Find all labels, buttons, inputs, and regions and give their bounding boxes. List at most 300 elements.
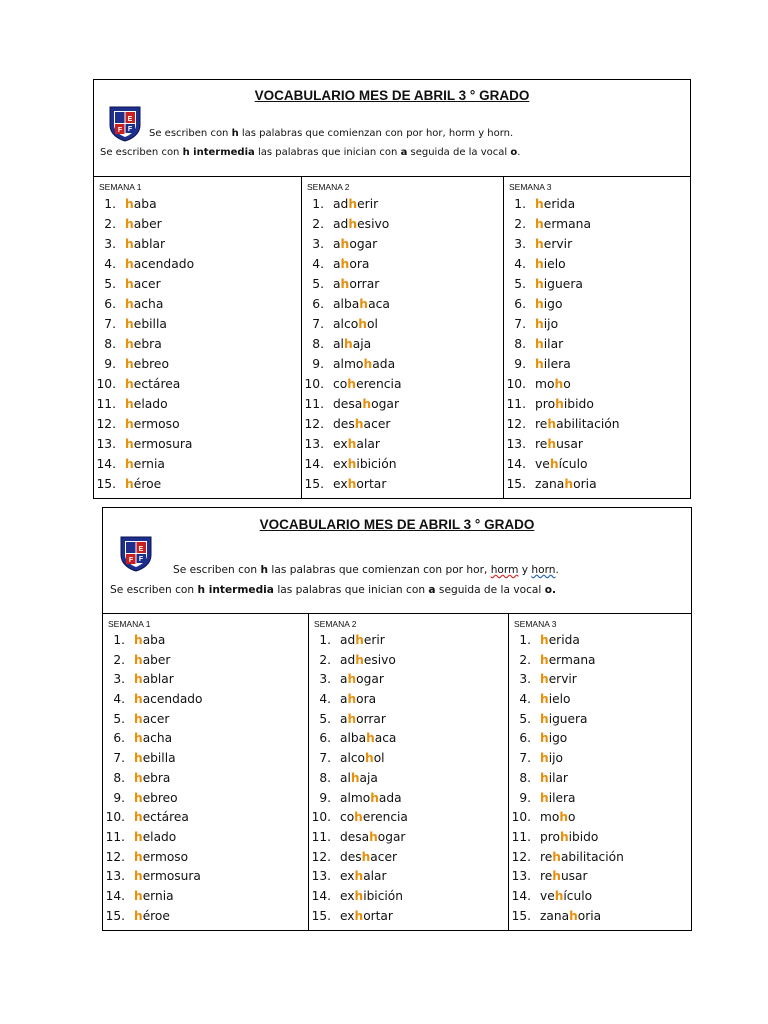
highlighted-h: h xyxy=(370,790,379,805)
vocab-item xyxy=(509,867,624,887)
vocab-item xyxy=(302,194,402,214)
highlighted-h: h xyxy=(535,317,544,331)
vocab-item xyxy=(94,454,194,474)
vocab-word: hacha xyxy=(134,731,173,746)
item-number: 12. xyxy=(511,849,531,864)
vocab-item xyxy=(309,651,408,671)
rule-h-intermedia: Se escriben con h intermedia las palabras que inician con a seguida de la vocal o. xyxy=(110,584,557,596)
vocab-item xyxy=(103,808,202,828)
vocab-item xyxy=(309,769,408,789)
highlighted-h: h xyxy=(361,849,371,864)
highlighted-h: h xyxy=(354,908,364,923)
item-number: 8. xyxy=(319,770,331,785)
item-number: 11. xyxy=(511,829,531,844)
item-number: 11. xyxy=(304,397,324,411)
vocab-item xyxy=(302,294,402,314)
item-number: 14. xyxy=(304,457,324,471)
vocab-word: hermana xyxy=(540,652,596,667)
item-number: 5. xyxy=(519,711,531,726)
vocab-item xyxy=(309,729,408,749)
highlighted-h: h xyxy=(125,337,134,351)
highlighted-h: h xyxy=(559,829,569,844)
vocab-word: moho xyxy=(535,377,571,391)
vocab-word: hacendado xyxy=(134,692,203,707)
item-number: 10. xyxy=(311,810,331,825)
vocab-item xyxy=(504,274,620,294)
item-number: 2. xyxy=(514,217,526,231)
vocabulary-card-2 xyxy=(102,507,692,931)
item-number: 12. xyxy=(311,849,331,864)
highlighted-h: h xyxy=(365,751,374,766)
vocab-item xyxy=(309,690,408,710)
item-number: 15. xyxy=(506,477,526,491)
item-number: 3. xyxy=(519,672,531,687)
vocab-word: haber xyxy=(134,652,171,667)
vocab-word: hectárea xyxy=(125,377,181,391)
item-number: 2. xyxy=(113,652,125,667)
word-list xyxy=(94,194,194,494)
item-number: 9. xyxy=(319,790,331,805)
vocab-word: exhortar xyxy=(333,477,387,491)
highlighted-h: h xyxy=(134,751,143,766)
vocab-item xyxy=(302,274,402,294)
vocab-item xyxy=(94,414,194,434)
item-number: 3. xyxy=(104,237,116,251)
highlighted-h: h xyxy=(340,277,350,291)
highlighted-h: h xyxy=(347,692,357,707)
vocab-item xyxy=(94,294,194,314)
highlighted-h: h xyxy=(347,672,357,687)
item-number: 14. xyxy=(96,457,116,471)
highlighted-h: h xyxy=(540,731,549,746)
vocab-word: albahaca xyxy=(340,731,397,746)
vocab-item xyxy=(509,887,624,907)
week-label: SEMANA 1 xyxy=(99,182,142,192)
vocab-word: exhibición xyxy=(340,888,403,903)
word-list xyxy=(309,631,408,926)
item-number: 4. xyxy=(312,257,324,271)
highlighted-h: h xyxy=(535,237,544,251)
vocab-item xyxy=(302,414,402,434)
vocab-word: desahogar xyxy=(340,829,406,844)
vocab-word: hermosura xyxy=(125,437,193,451)
item-number: 1. xyxy=(312,197,324,211)
item-number: 1. xyxy=(519,633,531,647)
vocab-item xyxy=(309,670,408,690)
highlighted-h: h xyxy=(535,357,544,371)
item-number: 13. xyxy=(96,437,116,451)
vocab-word: vehículo xyxy=(540,888,593,903)
item-number: 4. xyxy=(514,257,526,271)
highlighted-h: h xyxy=(547,417,557,431)
week-column xyxy=(509,614,691,930)
vocab-item xyxy=(504,254,620,274)
highlighted-h: h xyxy=(125,277,134,291)
highlighted-h: h xyxy=(134,849,143,864)
vocab-word: rehusar xyxy=(535,437,583,451)
highlighted-h: h xyxy=(564,477,574,491)
item-number: 1. xyxy=(319,633,331,647)
week-column xyxy=(103,614,309,930)
item-number: 9. xyxy=(514,357,526,371)
item-number: 13. xyxy=(311,869,331,884)
vocab-item xyxy=(309,848,408,868)
highlighted-h: h xyxy=(134,810,143,825)
vocab-word: alcohol xyxy=(340,751,385,766)
highlighted-h: h xyxy=(535,277,544,291)
highlighted-h: h xyxy=(547,437,557,451)
vocab-word: rehabilitación xyxy=(540,849,624,864)
vocab-word: desahogar xyxy=(333,397,400,411)
highlighted-h: h xyxy=(552,849,561,864)
vocab-word: almohada xyxy=(340,790,402,805)
item-number: 11. xyxy=(506,397,526,411)
item-number: 7. xyxy=(104,317,116,331)
vocab-word: ahora xyxy=(333,257,370,271)
vocab-item xyxy=(504,234,620,254)
highlighted-h: h xyxy=(552,869,561,884)
vocab-item xyxy=(309,828,408,848)
crest-letter: F xyxy=(127,126,133,133)
item-number: 15. xyxy=(304,477,324,491)
vocab-item xyxy=(509,848,624,868)
vocab-word: prohibido xyxy=(540,829,599,844)
item-number: 6. xyxy=(319,731,331,746)
vocab-item xyxy=(504,294,620,314)
vocab-word: hacendado xyxy=(125,257,195,271)
vocab-item xyxy=(309,631,408,651)
vocab-item xyxy=(509,828,624,848)
vocab-word: higuera xyxy=(535,277,583,291)
item-number: 10. xyxy=(105,810,125,825)
page-title: VOCABULARIO MES DE ABRIL 3 ° GRADO xyxy=(254,88,530,103)
highlighted-h: h xyxy=(134,692,143,707)
vocab-word: helado xyxy=(125,397,168,411)
highlighted-h: h xyxy=(350,770,360,785)
vocab-word: hielo xyxy=(540,692,571,707)
vocab-word: adherir xyxy=(333,197,379,211)
vocab-word: exhibición xyxy=(333,457,397,471)
vocab-item xyxy=(103,769,202,789)
highlighted-h: h xyxy=(363,357,373,371)
highlighted-h: h xyxy=(125,437,134,451)
vocab-item xyxy=(94,214,194,234)
highlighted-h: h xyxy=(540,790,549,805)
vocab-word: hilera xyxy=(540,790,576,805)
item-number: 5. xyxy=(104,277,116,291)
highlighted-h: h xyxy=(355,652,364,667)
vocab-word: hijo xyxy=(535,317,559,331)
crest-letter: E xyxy=(127,116,133,123)
highlighted-h: h xyxy=(125,217,134,231)
highlighted-h: h xyxy=(347,457,357,471)
vocab-word: adhesivo xyxy=(340,652,396,667)
highlighted-h: h xyxy=(347,377,357,391)
vocab-word: moho xyxy=(540,810,576,825)
week-column xyxy=(504,177,690,498)
vocab-word: hermana xyxy=(535,217,592,231)
vocab-item xyxy=(509,769,624,789)
highlighted-h: h xyxy=(354,810,363,825)
item-number: 14. xyxy=(511,888,531,903)
item-number: 4. xyxy=(104,257,116,271)
vocab-item xyxy=(504,194,620,214)
item-number: 8. xyxy=(514,337,526,351)
vocab-word: haba xyxy=(125,197,157,211)
highlighted-h: h xyxy=(343,337,353,351)
vocab-word: hermosura xyxy=(134,869,201,884)
item-number: 2. xyxy=(312,217,324,231)
school-crest-icon xyxy=(108,105,142,142)
highlighted-h: h xyxy=(134,652,143,667)
vocab-item xyxy=(103,828,202,848)
vocab-item xyxy=(103,631,202,651)
vocab-word: hacha xyxy=(125,297,164,311)
item-number: 13. xyxy=(105,869,125,884)
highlighted-h: h xyxy=(540,692,549,707)
item-number: 2. xyxy=(319,652,331,667)
highlighted-h: h xyxy=(358,317,368,331)
week-columns xyxy=(94,177,690,498)
item-number: 12. xyxy=(304,417,324,431)
vocab-item xyxy=(504,414,620,434)
item-number: 9. xyxy=(519,790,531,805)
highlighted-h: h xyxy=(540,672,549,687)
vocab-item xyxy=(509,710,624,730)
week-label: SEMANA 3 xyxy=(509,182,552,192)
item-number: 7. xyxy=(113,751,125,766)
item-number: 13. xyxy=(511,869,531,884)
item-number: 5. xyxy=(312,277,324,291)
vocab-item xyxy=(103,848,202,868)
highlighted-h: h xyxy=(348,197,358,211)
rule-h-initial: Se escriben con h las palabras que comienzan con por hor, horm y horn. xyxy=(173,564,559,576)
item-number: 12. xyxy=(96,417,116,431)
highlighted-h: h xyxy=(554,888,564,903)
vocab-word: hilera xyxy=(535,357,571,371)
highlighted-h: h xyxy=(549,457,559,471)
item-number: 12. xyxy=(105,849,125,864)
highlighted-h: h xyxy=(125,397,134,411)
vocab-item xyxy=(509,670,624,690)
item-number: 4. xyxy=(319,692,331,707)
highlighted-h: h xyxy=(125,297,134,311)
item-number: 10. xyxy=(511,810,531,825)
vocab-item xyxy=(504,314,620,334)
item-number: 11. xyxy=(96,397,116,411)
vocab-word: alhaja xyxy=(333,337,372,351)
vocab-item xyxy=(504,474,620,494)
highlighted-h: h xyxy=(347,437,357,451)
vocab-item xyxy=(103,651,202,671)
item-number: 10. xyxy=(304,377,324,391)
item-number: 5. xyxy=(113,711,125,726)
rule-h-intermedia: Se escriben con h intermedia las palabras que inician con a seguida de la vocal o. xyxy=(100,147,521,158)
highlighted-h: h xyxy=(125,317,134,331)
item-number: 6. xyxy=(312,297,324,311)
vocab-item xyxy=(103,887,202,907)
crest-letter: E xyxy=(138,546,144,553)
highlighted-h: h xyxy=(134,672,143,687)
vocab-item xyxy=(302,334,402,354)
vocab-item xyxy=(309,710,408,730)
item-number: 13. xyxy=(304,437,324,451)
item-number: 4. xyxy=(519,692,531,707)
vocab-item xyxy=(94,434,194,454)
item-number: 6. xyxy=(113,731,125,746)
vocab-word: alhaja xyxy=(340,770,378,785)
item-number: 8. xyxy=(104,337,116,351)
vocab-item xyxy=(103,670,202,690)
week-column xyxy=(309,614,509,930)
week-label: SEMANA 2 xyxy=(314,619,357,629)
item-number: 11. xyxy=(105,829,125,844)
word-list xyxy=(103,631,202,926)
item-number: 1. xyxy=(514,197,526,211)
vocab-item xyxy=(509,631,624,651)
vocab-word: deshacer xyxy=(340,849,397,864)
vocab-word: ahorrar xyxy=(333,277,380,291)
item-number: 8. xyxy=(519,770,531,785)
vocab-item xyxy=(94,194,194,214)
vocab-word: albahaca xyxy=(333,297,390,311)
vocab-item xyxy=(504,434,620,454)
highlighted-h: h xyxy=(535,197,544,211)
vocab-word: héroe xyxy=(125,477,162,491)
vocab-word: ahogar xyxy=(340,672,384,687)
item-number: 8. xyxy=(312,337,324,351)
highlighted-h: h xyxy=(125,457,134,471)
school-crest-icon xyxy=(119,535,153,572)
vocab-word: hermoso xyxy=(125,417,180,431)
vocab-word: coherencia xyxy=(333,377,402,391)
vocab-item xyxy=(309,887,408,907)
item-number: 14. xyxy=(506,457,526,471)
vocab-word: herida xyxy=(540,633,580,647)
item-number: 15. xyxy=(105,908,125,923)
vocab-word: hebilla xyxy=(125,317,167,331)
vocab-word: rehusar xyxy=(540,869,588,884)
vocab-word: hectárea xyxy=(134,810,189,825)
vocab-item xyxy=(309,789,408,809)
vocab-item xyxy=(509,749,624,769)
vocab-item xyxy=(103,729,202,749)
vocab-word: exhalar xyxy=(333,437,380,451)
vocab-word: hielo xyxy=(535,257,566,271)
highlighted-h: h xyxy=(555,397,564,411)
highlighted-h: h xyxy=(347,711,357,726)
item-number: 6. xyxy=(514,297,526,311)
vocab-word: herida xyxy=(535,197,576,211)
word-list xyxy=(509,631,624,926)
item-number: 6. xyxy=(519,731,531,746)
item-number: 12. xyxy=(506,417,526,431)
vocab-item xyxy=(302,254,402,274)
vocab-item xyxy=(302,474,402,494)
item-number: 2. xyxy=(519,652,531,667)
highlighted-h: h xyxy=(347,477,357,491)
vocab-item xyxy=(309,808,408,828)
vocab-word: helado xyxy=(134,829,177,844)
highlighted-h: h xyxy=(340,257,350,271)
vocab-word: exhalar xyxy=(340,869,387,884)
vocab-word: hervir xyxy=(535,237,573,251)
week-columns xyxy=(103,614,691,930)
vocab-item xyxy=(103,710,202,730)
vocab-item xyxy=(504,334,620,354)
item-number: 7. xyxy=(312,317,324,331)
highlighted-h: h xyxy=(125,237,134,251)
highlighted-h: h xyxy=(340,237,350,251)
item-number: 8. xyxy=(113,770,125,785)
week-label: SEMANA 1 xyxy=(108,619,151,629)
card-header xyxy=(103,508,691,614)
vocab-word: haba xyxy=(134,633,166,647)
vocab-word: hermoso xyxy=(134,849,189,864)
highlighted-h: h xyxy=(535,217,544,231)
vocab-word: higo xyxy=(535,297,563,311)
item-number: 4. xyxy=(113,692,125,707)
item-number: 15. xyxy=(511,908,531,923)
item-number: 11. xyxy=(311,829,331,844)
vocab-word: adhesivo xyxy=(333,217,390,231)
vocab-word: exhortar xyxy=(340,908,393,923)
highlighted-h: h xyxy=(355,633,364,647)
vocab-item xyxy=(94,354,194,374)
vocab-word: almohada xyxy=(333,357,396,371)
vocab-item xyxy=(94,254,194,274)
highlighted-h: h xyxy=(540,711,549,726)
vocab-word: hebra xyxy=(134,770,171,785)
item-number: 10. xyxy=(96,377,116,391)
vocab-item xyxy=(302,314,402,334)
vocab-item xyxy=(103,789,202,809)
vocab-word: zanahoria xyxy=(540,908,602,923)
vocab-word: coherencia xyxy=(340,810,408,825)
vocab-word: higo xyxy=(540,731,568,746)
vocab-item xyxy=(302,234,402,254)
vocab-word: vehículo xyxy=(535,457,588,471)
vocab-word: hacer xyxy=(125,277,161,291)
vocab-item xyxy=(302,454,402,474)
highlighted-h: h xyxy=(535,297,544,311)
highlighted-h: h xyxy=(569,908,578,923)
crest-letter: F xyxy=(128,557,134,564)
card-header xyxy=(94,80,690,177)
highlighted-h: h xyxy=(540,751,549,766)
vocab-item xyxy=(94,274,194,294)
highlighted-h: h xyxy=(134,731,143,746)
vocab-word: hernia xyxy=(125,457,165,471)
vocab-item xyxy=(302,394,402,414)
highlighted-h: h xyxy=(125,417,134,431)
vocab-item xyxy=(504,454,620,474)
vocab-word: héroe xyxy=(134,908,170,923)
vocab-item xyxy=(103,907,202,927)
rule-h-initial: Se escriben con h las palabras que comienzan con por hor, horm y horn. xyxy=(149,128,514,139)
vocab-word: ahora xyxy=(340,692,377,707)
highlighted-h: h xyxy=(535,257,544,271)
item-number: 5. xyxy=(514,277,526,291)
highlighted-h: h xyxy=(134,711,143,726)
vocab-word: hervir xyxy=(540,672,577,687)
highlighted-h: h xyxy=(362,397,372,411)
highlighted-h: h xyxy=(134,869,143,884)
vocab-item xyxy=(302,214,402,234)
vocabulary-card-1 xyxy=(93,79,691,499)
vocab-word: hacer xyxy=(134,711,170,726)
vocab-item xyxy=(103,749,202,769)
